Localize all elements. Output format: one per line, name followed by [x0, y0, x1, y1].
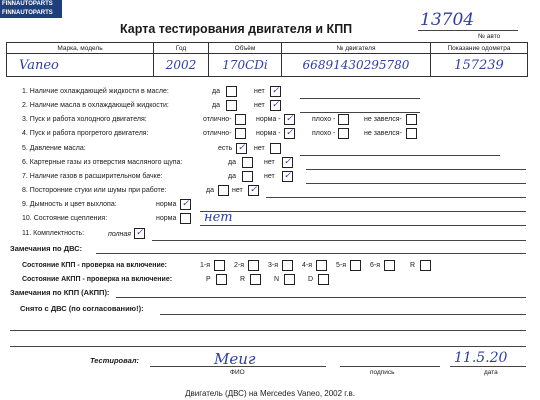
logo-line-2: FINNAUTOPARTS	[2, 10, 53, 16]
checkbox-8-net[interactable]: ✓	[249, 185, 258, 195]
test-date: 11.5.20	[454, 350, 508, 366]
checkbox-5-est[interactable]: ✓	[237, 143, 246, 153]
checkbox-gear-4[interactable]	[316, 260, 327, 271]
item-5: 5. Давление масла:	[22, 145, 86, 152]
checkbox-11-polnaya[interactable]: ✓	[135, 228, 144, 238]
checkbox-3-norma[interactable]: ✓	[285, 114, 294, 124]
checkbox-gear-1[interactable]	[214, 260, 225, 271]
item-10: 10. Состояние сцепления:	[22, 215, 108, 222]
item-3: 3. Пуск и работа холодного двигателя:	[22, 116, 147, 123]
checkbox-3-ploho[interactable]	[338, 114, 349, 125]
col-volume: Объём	[209, 43, 282, 54]
checkbox-4-ne-zavelsya[interactable]	[406, 128, 417, 139]
item-8: 8. Посторонние стуки или шумы при работе:	[22, 187, 167, 194]
item-11: 11. Комплектность:	[22, 230, 85, 237]
item-9: 9. Дымность и цвет выхлопа:	[22, 201, 117, 208]
checkbox-1-net[interactable]: ✓	[271, 86, 280, 96]
item-6: 6. Картерные газы из отверстия масляного щупа:	[22, 159, 183, 166]
checkbox-2-da[interactable]	[226, 100, 237, 111]
col-model: Марка, модель	[7, 43, 154, 54]
section-akpp-notes: Замечания по КПП (АКПП):	[10, 288, 110, 297]
page-title: Карта тестирования двигателя и КПП	[120, 22, 353, 36]
brand-logo	[0, 0, 62, 18]
volume-value: 170CDi	[222, 58, 268, 72]
section-akpp-test: Состояние АКПП - проверка на включение:	[22, 276, 173, 283]
checkbox-4-ploho[interactable]	[338, 128, 349, 139]
checkbox-9-norma[interactable]: ✓	[181, 199, 190, 209]
section-dvs: Замечания по ДВС:	[10, 244, 83, 253]
checkbox-7-da[interactable]	[242, 171, 253, 182]
fio-label: ФИО	[230, 369, 245, 376]
item-10-value: нет	[204, 210, 233, 225]
checkbox-gear-3[interactable]	[282, 260, 293, 271]
checkbox-akpp-p[interactable]	[216, 274, 227, 285]
odometer-value: 157239	[454, 57, 504, 73]
caption: Двигатель (ДВС) на Mercedes Vaneo, 2002 г.в.	[185, 389, 355, 398]
checkbox-5-net[interactable]	[270, 143, 281, 154]
item-2: 2. Наличие масла в охлаждающей жидкости:	[22, 102, 169, 109]
sign-label: подпись	[370, 369, 395, 376]
checkbox-8-da[interactable]	[218, 185, 229, 196]
checkbox-4-otlichno[interactable]	[235, 128, 246, 139]
checkbox-3-otlichno[interactable]	[235, 114, 246, 125]
checkbox-gear-5[interactable]	[350, 260, 361, 271]
checkbox-6-da[interactable]	[242, 157, 253, 168]
checkbox-gear-r[interactable]	[420, 260, 431, 271]
item-7: 7. Наличие газов в расширительном бачке:	[22, 173, 163, 180]
checkbox-3-ne-zavelsya[interactable]	[406, 114, 417, 125]
checkbox-akpp-r[interactable]	[250, 274, 261, 285]
checkbox-2-net[interactable]: ✓	[271, 100, 280, 110]
logo-line-1: FINNAUTOPARTS	[2, 1, 53, 7]
section-kpp-test: Состояние КПП - проверка на включение:	[22, 262, 167, 269]
checkbox-akpp-d[interactable]	[318, 274, 329, 285]
checkbox-gear-6[interactable]	[384, 260, 395, 271]
handwritten-number: 13704	[420, 10, 475, 30]
checkbox-10-norma[interactable]	[180, 213, 191, 224]
checkbox-4-norma[interactable]: ✓	[285, 128, 294, 138]
col-engine-no: № двигателя	[282, 43, 431, 54]
model-value: Vaneo	[19, 57, 59, 73]
col-odometer: Показание одометра	[431, 43, 528, 54]
checkbox-akpp-n[interactable]	[284, 274, 295, 285]
engine-no-value: 66891430295780	[302, 58, 410, 72]
year-value: 2002	[165, 58, 197, 72]
item-4: 4. Пуск и работа прогретого двигателя:	[22, 130, 149, 137]
tester-signature: Меиг	[214, 350, 256, 368]
checkbox-1-da[interactable]	[226, 86, 237, 97]
checkbox-gear-2[interactable]	[248, 260, 259, 271]
item-1: 1. Наличие охлаждающей жидкости в масле:	[22, 88, 169, 95]
tested-label: Тестировал:	[90, 356, 139, 365]
vehicle-header-table	[6, 42, 528, 77]
auto-no-label: № авто	[478, 33, 501, 40]
date-label: дата	[484, 369, 498, 376]
section-removed: Снято с ДВС (по согласованию!):	[20, 304, 144, 313]
checkbox-6-net[interactable]: ✓	[283, 157, 292, 167]
col-year: Год	[154, 43, 209, 54]
checkbox-7-net[interactable]: ✓	[283, 171, 292, 181]
